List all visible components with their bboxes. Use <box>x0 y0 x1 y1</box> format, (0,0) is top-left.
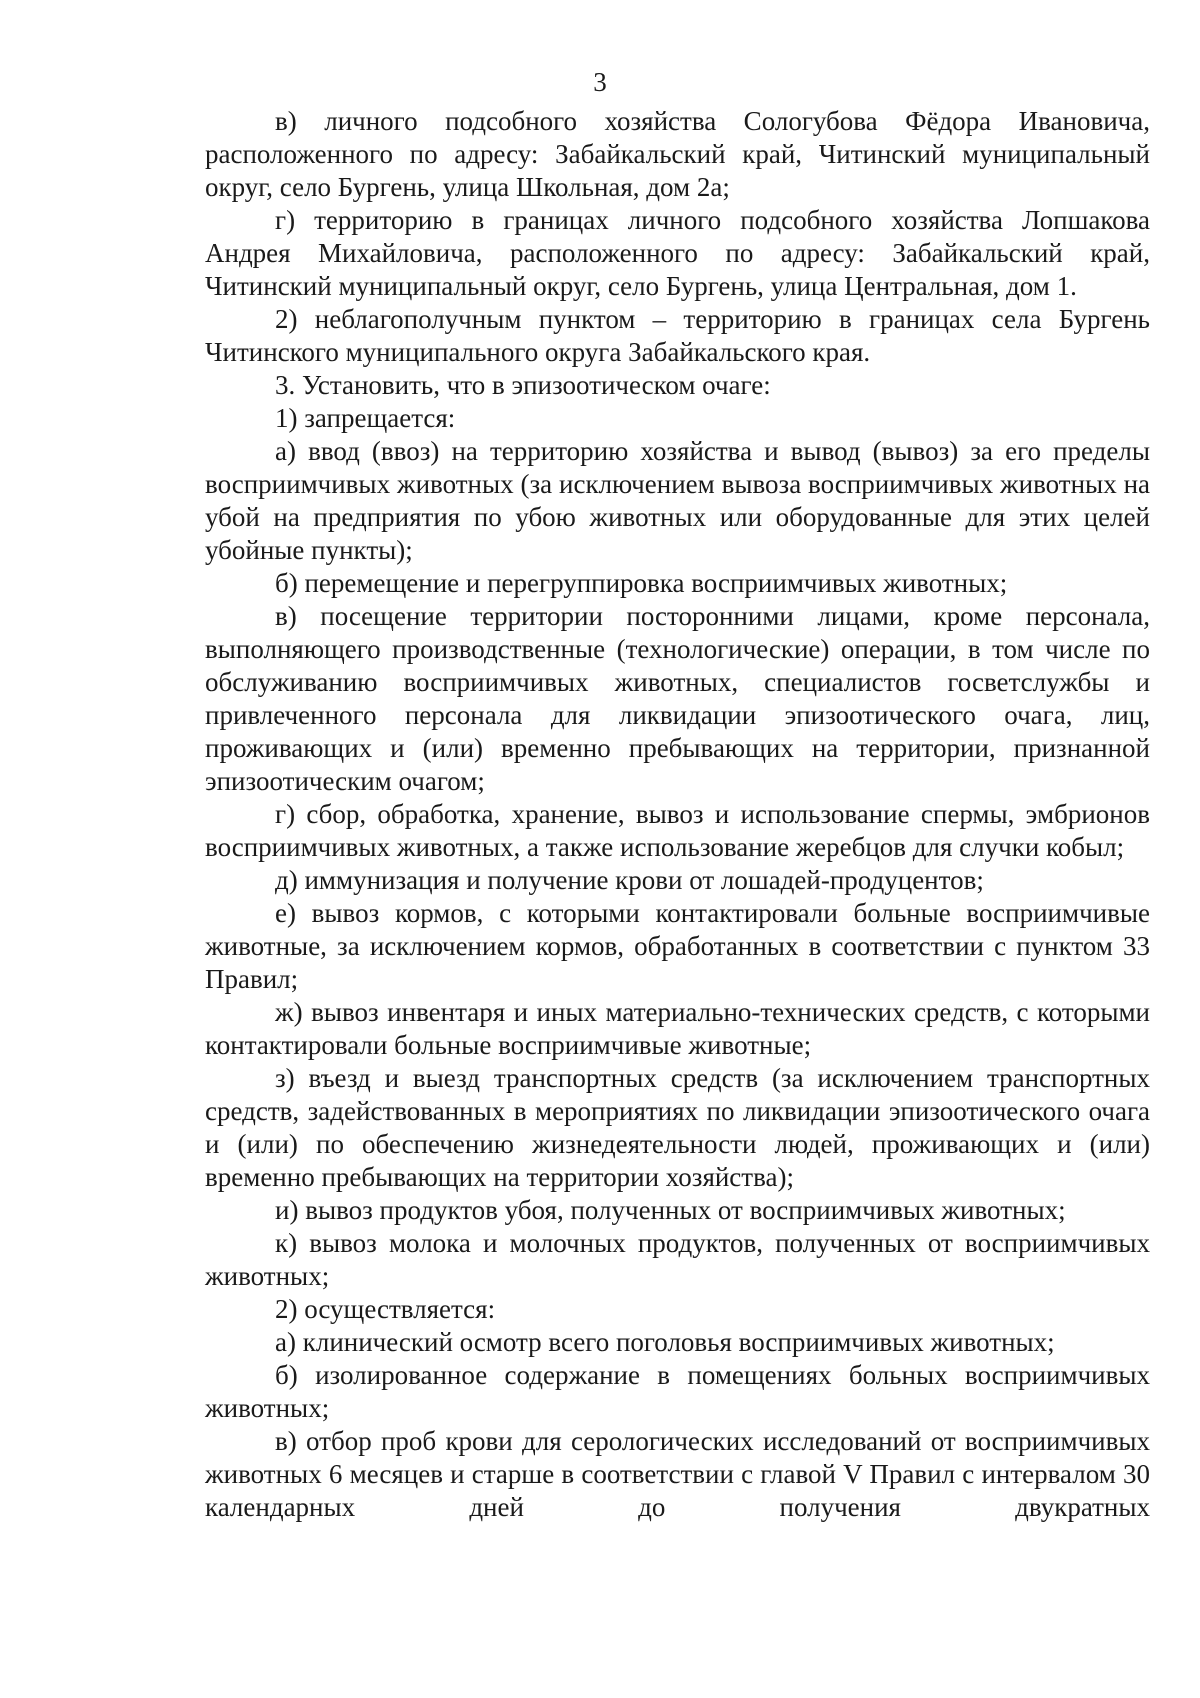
paragraph-performed-a: а) клинический осмотр всего поголовья восприимчивых животных; <box>275 1327 1055 1357</box>
paragraph-section-3-heading: 3. Установить, что в эпизоотическом очаге: <box>275 370 771 400</box>
paragraph-performed-v: в) отбор проб крови для серологических исследований от восприимчивых животных 6 месяцев и старше в соответствии с главой V Правил с интервалом 30 календарных дней до получения двукратных <box>205 1426 1150 1522</box>
paragraph-prohibited-heading: 1) запрещается: <box>275 403 456 433</box>
paragraph-unfavorable-point: 2) неблагополучным пунктом – территорию в границах села Бургень Читинского муниципального округа Забайкальского края. <box>205 304 1150 367</box>
paragraph-prohibited-g: г) сбор, обработка, хранение, вывоз и использование спермы, эмбрионов восприимчивых животных, а также использование жеребцов для случки кобыл; <box>205 799 1150 862</box>
paragraph-item-g-lopshakov: г) территорию в границах личного подсобного хозяйства Лопшакова Андрея Михайловича, расположенного по адресу: Забайкальский край, Читинский муниципальный округ, село Бургень, улица Центральная, дом 1. <box>205 205 1150 301</box>
paragraph-prohibited-z: з) въезд и выезд транспортных средств (за исключением транспортных средств, задействованных в мероприятиях по ликвидации эпизоотического очага и (или) по обеспечению жизнедеятельности людей, проживающих и (или) временно пребывающих на территории хозяйства); <box>205 1063 1150 1192</box>
paragraph-prohibited-d: д) иммунизация и получение крови от лошадей-продуцентов; <box>275 865 984 895</box>
paragraph-performed-b: б) изолированное содержание в помещениях больных восприимчивых животных; <box>205 1360 1150 1423</box>
paragraph-item-v-sologubov: в) личного подсобного хозяйства Сологубова Фёдора Ивановича, расположенного по адресу: Забайкальский край, Читинский муниципальный округ, село Бургень, улица Школьная, дом 2а; <box>205 106 1150 202</box>
paragraph-prohibited-k: к) вывоз молока и молочных продуктов, полученных от восприимчивых животных; <box>205 1228 1150 1291</box>
paragraph-prohibited-v: в) посещение территории посторонними лицами, кроме персонала, выполняющего производственные (технологические) операции, в том числе по обслуживанию восприимчивых животных, специалистов госветслужбы и привлеченного персонала для ликвидации эпизоотического очага, лиц, проживающих и (или) временно пребывающих на территории, признанной эпизоотическим очагом; <box>205 601 1150 796</box>
paragraph-prohibited-b: б) перемещение и перегруппировка восприимчивых животных; <box>275 568 1008 598</box>
document-body <box>205 105 1150 1524</box>
paragraph-prohibited-a: а) ввод (ввоз) на территорию хозяйства и вывод (вывоз) за его пределы восприимчивых животных (за исключением вывоза восприимчивых животных на убой на предприятия по убою животных или оборудованные для этих целей убойные пункты); <box>205 436 1150 565</box>
paragraph-prohibited-i: и) вывоз продуктов убоя, полученных от восприимчивых животных; <box>275 1195 1066 1225</box>
paragraph-prohibited-zh: ж) вывоз инвентаря и иных материально-технических средств, с которыми контактировали больные восприимчивые животные; <box>205 997 1150 1060</box>
paragraph-prohibited-e: е) вывоз кормов, с которыми контактировали больные восприимчивые животные, за исключением кормов, обработанных в соответствии с пунктом 33 Правил; <box>205 898 1150 994</box>
paragraph-performed-heading: 2) осуществляется: <box>275 1294 496 1324</box>
page-number: 3 <box>593 67 607 97</box>
